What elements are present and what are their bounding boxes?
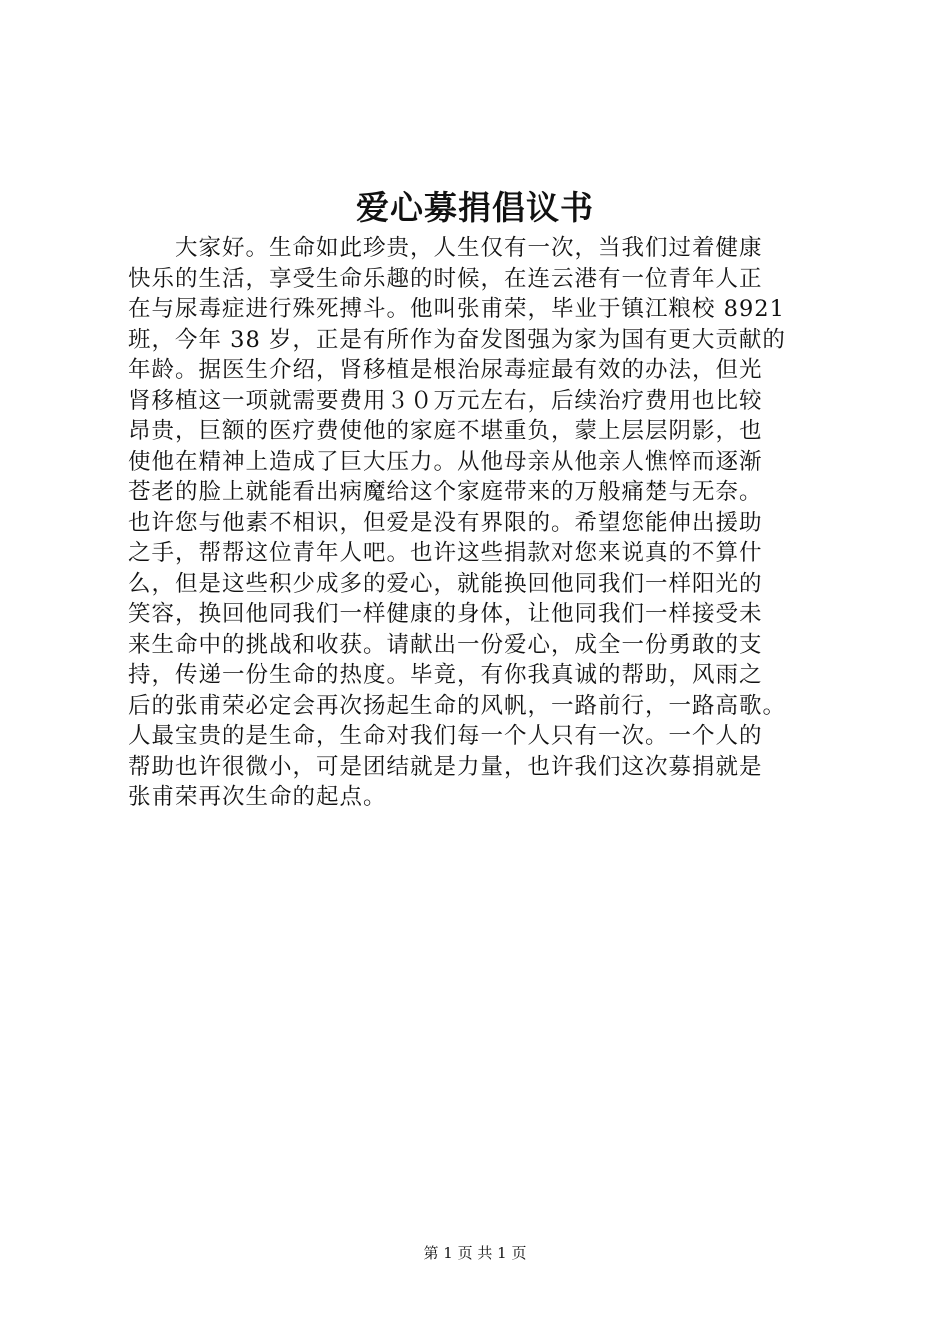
text-line: 使他在精神上造成了巨大压力。从他母亲从他亲人憔悴而逐渐 xyxy=(128,448,763,475)
text-line: 张甫荣再次生命的起点。 xyxy=(128,784,387,810)
text-line: 后的张甫荣必定会再次扬起生命的风帆，一路前行，一路高歌。 xyxy=(128,692,787,719)
text-line: 昂贵，巨额的医疗费使他的家庭不堪重负，蒙上层层阴影，也 xyxy=(128,418,763,444)
text-line: 人最宝贵的是生命，生命对我们每一个人只有一次。一个人的 xyxy=(128,723,763,749)
text-line: 大家好。生命如此珍贵，人生仅有一次，当我们过着健康 xyxy=(128,235,763,261)
text-line: 来生命中的挑战和收获。请献出一份爱心，成全一份勇敢的支 xyxy=(128,631,763,658)
text-line: 之手，帮帮这位青年人吧。也许这些捐款对您来说真的不算什 xyxy=(128,540,763,566)
page-title: 爱心募捐倡议书 xyxy=(356,188,594,227)
text-line: 也许您与他素不相识，但爱是没有界限的。希望您能伸出援助 xyxy=(128,509,763,536)
text-line: 笑容，换回他同我们一样健康的身体，让他同我们一样接受未 xyxy=(128,601,763,627)
text-line: 持，传递一份生命的热度。毕竟，有你我真诚的帮助，风雨之 xyxy=(128,662,763,688)
text-line: 年龄。据医生介绍，肾移植是根治尿毒症最有效的办法，但光 xyxy=(128,357,763,383)
text-line: 班，今年 38 岁，正是有所作为奋发图强为家为国有更大贡献的 xyxy=(128,326,786,353)
text-line: 快乐的生活，享受生命乐趣的时候，在连云港有一位青年人正 xyxy=(128,265,763,292)
body-paragraph xyxy=(128,233,828,813)
page-footer: 第 1 页 共 1 页 xyxy=(423,1244,527,1262)
text-line: 在与尿毒症进行殊死搏斗。他叫张甫荣，毕业于镇江粮校 8921 xyxy=(128,296,785,322)
text-line: 么，但是这些积少成多的爱心，就能换回他同我们一样阳光的 xyxy=(128,570,763,597)
text-line: 肾移植这一项就需要费用３０万元左右，后续治疗费用也比较 xyxy=(128,387,763,414)
text-line: 帮助也许很微小，可是团结就是力量，也许我们这次募捐就是 xyxy=(128,753,763,780)
text-line: 苍老的脸上就能看出病魔给这个家庭带来的万般痛楚与无奈。 xyxy=(128,479,763,505)
